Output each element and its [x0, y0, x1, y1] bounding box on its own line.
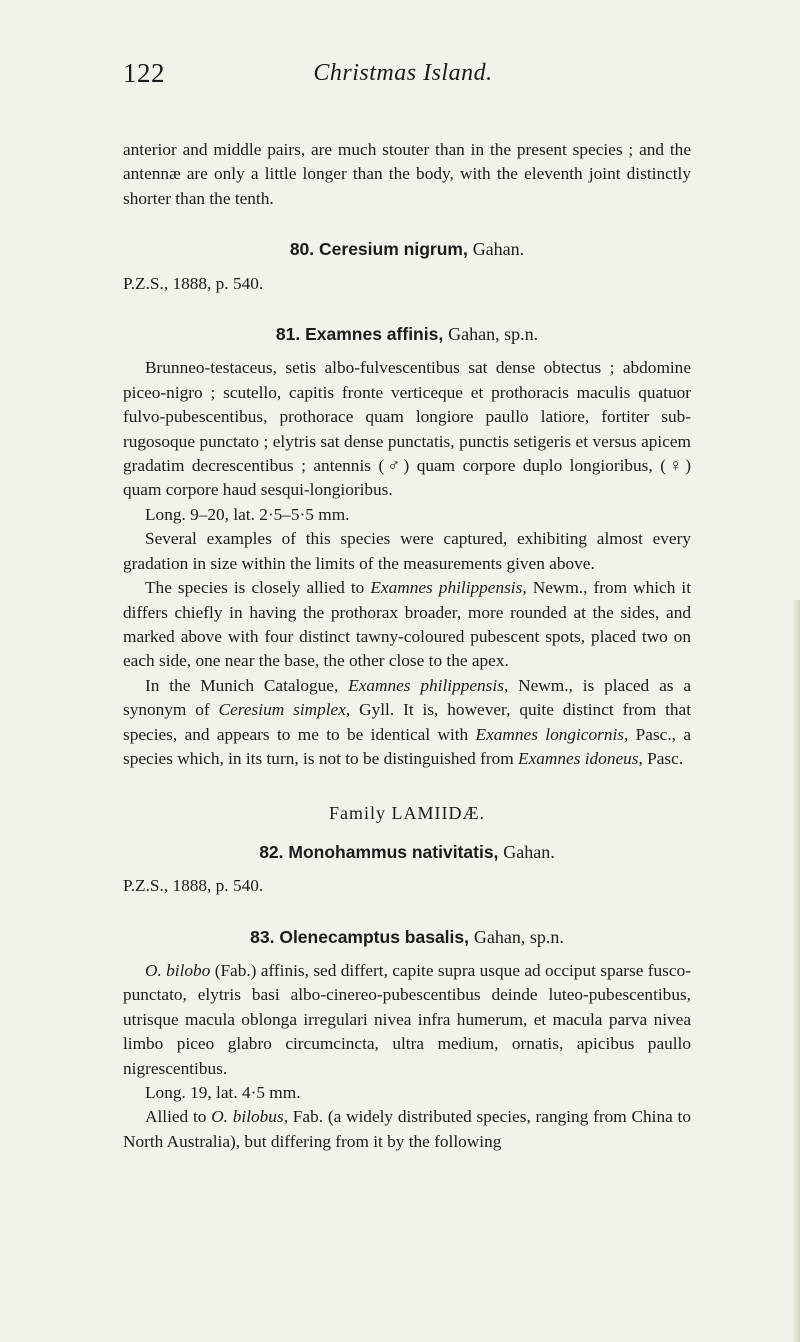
running-head: [123, 58, 683, 98]
species-82-author: Gahan.: [503, 841, 555, 862]
text-run: , Gyll. It is, however, quite distinct from that species, and appears to me to be identical with: [123, 700, 691, 744]
text-run: In the Munich Catalogue,: [145, 675, 349, 695]
text-run: (Fab.) affinis, sed differt, capite supra usque ad occiput sparse fusco-punctato, elytris basi albo-cinereo-pubescentibus deinde luteo-pubescentibus, utrisque macula oblonga irregulari nivea infra humerum, et macula parva nivea limbo piceo glabro circumcincta, ultra medium, ornatis, apicibus paullo nigrescentibus.: [123, 960, 691, 1078]
species-name: Examnes philippensis: [348, 675, 504, 695]
species-81-description: Brunneo-testaceus, setis albo-fulvescentibus sat dense obtectus ; abdomine piceo-nigro ; scutello, capitis fronte verticeque et prothoracis maculis quatuor fulvo-pubescentibus, prothorace quam longiore paullo latiore, fortiter sub-rugosoque punctato ; elytris sat dense punctatis, punctis setigeris et versus apicem gradatim decrescentibus ; antennis (♂) quam corpore duplo longioribus, (♀) quam corpore haud sesqui-longioribus.: [123, 358, 691, 500]
text-run: Allied to: [145, 1107, 212, 1127]
species-83-allied: [123, 1105, 691, 1154]
species-81-allied: [123, 576, 691, 674]
species-81-heading: [123, 322, 691, 346]
page-number: 122: [123, 58, 165, 88]
species-82-reference: P.Z.S., 1888, p. 540.: [123, 876, 264, 896]
species-81-several: Several examples of this species were captured, exhibiting almost every gradation in size within the limits of the measurements given above.: [123, 529, 691, 573]
text-run: , Pasc.: [638, 748, 684, 768]
species-82-name: 82. Monohammus nativitatis,: [259, 841, 499, 862]
species-80-reference: P.Z.S., 1888, p. 540.: [123, 273, 264, 293]
text-run: , Fab. (a widely distributed species, ranging from China to North Australia), but differing from it by the following: [123, 1107, 691, 1151]
species-name: Examnes philippensis: [370, 578, 523, 598]
species-83-measurements: Long. 19, lat. 4·5 mm.: [145, 1083, 301, 1102]
text-run: , Pasc., a species which, in its turn, is not to be distinguished from: [123, 724, 691, 768]
text-run: , Newm., from which it differs chiefly in having the prothorax broader, more rounded at the sides, and marked above with four distinct tawny-coloured pubescent spots, placed two on each side, one near the base, the other close to the apex.: [123, 578, 692, 671]
body-text: [123, 138, 691, 1154]
species-83-heading: [123, 925, 691, 949]
family-heading: Family LAMIIDÆ.: [329, 803, 485, 824]
species-name: O. bilobo: [145, 960, 211, 980]
species-name: Examnes longicornis: [475, 724, 624, 744]
species-81-munich: [123, 674, 691, 772]
species-83-description: [123, 959, 691, 1081]
species-80-heading: [123, 237, 691, 261]
species-80-author: Gahan.: [472, 239, 525, 260]
text-run: , Newm., is placed as a synonym of: [123, 675, 692, 720]
species-81-measurements: Long. 9–20, lat. 2·5–5·5 mm.: [145, 504, 350, 524]
species-83-author: Gahan, sp.n.: [473, 926, 564, 947]
species-83-name: 83. Olenecamptus basalis,: [250, 926, 469, 947]
species-name: Ceresium simplex: [218, 700, 346, 720]
species-81-author: Gahan, sp.n.: [448, 324, 539, 345]
species-name: Examnes idoneus: [518, 748, 639, 768]
species-name: O. bilobus: [211, 1107, 284, 1127]
species-80-name: 80. Ceresium nigrum,: [289, 239, 468, 260]
intro-paragraph: anterior and middle pairs, are much stouter than in the present species ; and the antennæ are only a little longer than the body, with the eleventh joint distinctly shorter than the tenth.: [123, 140, 691, 208]
running-title: Christmas Island.: [313, 60, 493, 86]
text-run: The species is closely allied to: [145, 578, 371, 598]
page-edge-shadow: [792, 600, 800, 1342]
species-81-name: 81. Examnes affinis,: [275, 324, 444, 345]
species-82-heading: [123, 840, 691, 864]
